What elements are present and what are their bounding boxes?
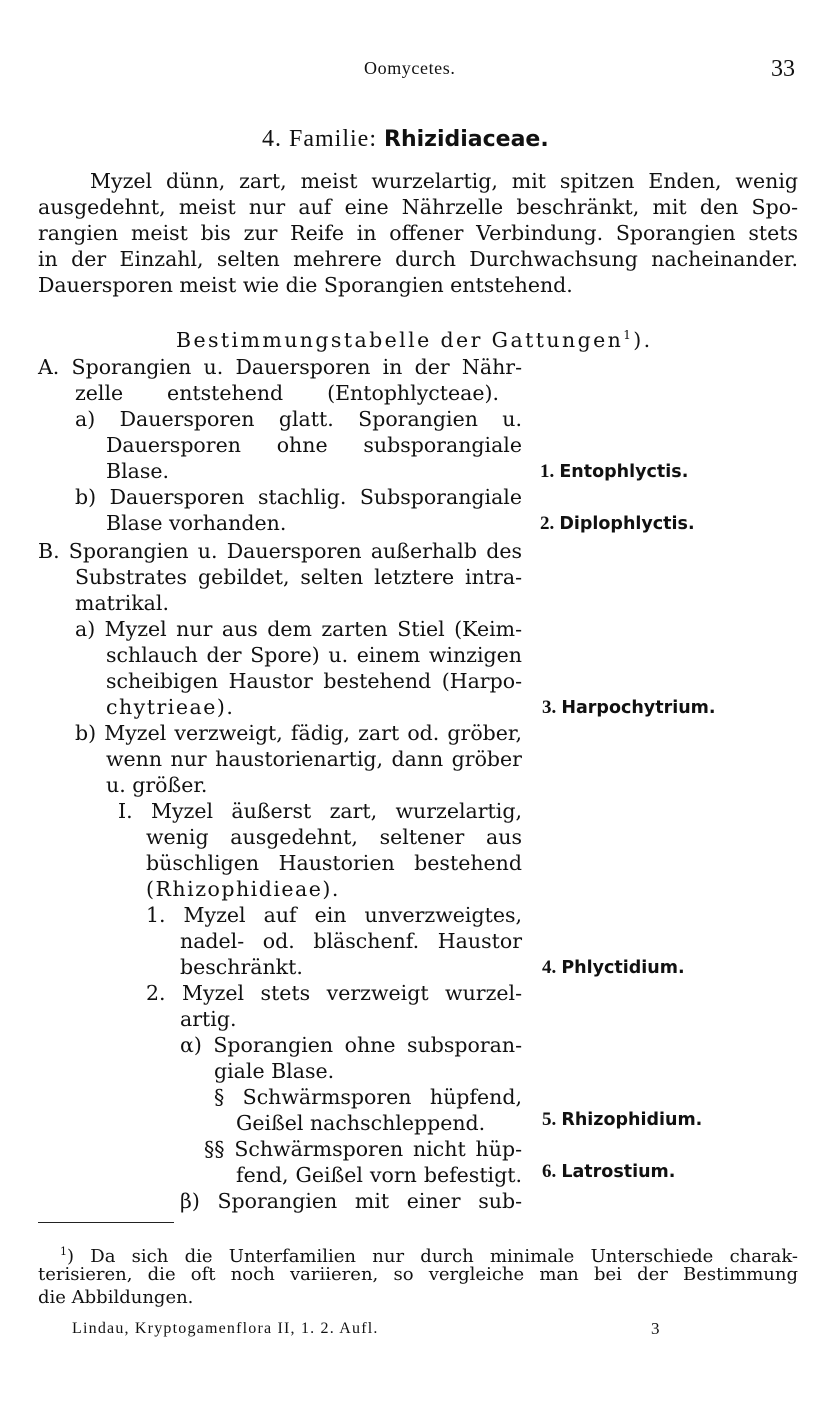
- footnote-line: terisieren, die oft noch variieren, so vergleiche man bei der Bestimmung: [38, 1264, 798, 1285]
- key-line: Blase vorhanden.: [106, 511, 287, 535]
- key-table-title: Bestimmungstabelle der Gattungen$^1$).: [176, 327, 653, 352]
- section-heading: [262, 124, 549, 153]
- key-line: chytrieae).: [106, 695, 235, 719]
- key-line: wenn nur haustorienartig, dann gröber: [106, 747, 522, 771]
- genus-name: Entophlyctis.: [559, 462, 689, 482]
- key-line: 2. Myzel stets verzweigt wurzel-: [146, 981, 522, 1005]
- key-line: fend, Geißel vorn befestigt.: [236, 1163, 522, 1187]
- genus-name: Latrostium.: [561, 1162, 676, 1182]
- genus-result: 4. Phlyctidium.: [542, 957, 685, 978]
- key-line: b) Dauersporen stachlig. Subsporangiale: [75, 485, 522, 509]
- key-line: a) Myzel nur aus dem zarten Stiel (Keim-: [75, 617, 522, 641]
- genus-name: Diplophlyctis.: [559, 514, 695, 534]
- key-line: A. Sporangien u. Dauersporen in der Nähr-: [38, 355, 522, 379]
- genus-result: 6. Latrostium.: [542, 1161, 676, 1182]
- genus-result: 1. Entophlyctis.: [540, 461, 689, 482]
- page-number: 33: [771, 56, 795, 82]
- key-line: artig.: [180, 1007, 237, 1031]
- key-line: β) Sporangien mit einer sub-: [180, 1189, 522, 1213]
- heading-family-name: Rhizidiaceae.: [384, 127, 549, 152]
- key-line: büschligen Haustorien bestehend: [146, 851, 522, 875]
- heading-prefix: 4. Familie:: [262, 126, 384, 152]
- genus-name: Phlyctidium.: [561, 958, 685, 978]
- key-line: (Rhizophidieae).: [146, 877, 340, 901]
- running-title: Oomycetes.: [364, 58, 456, 78]
- key-line: zelle entstehend (Entophlycteae).: [75, 381, 499, 405]
- signature-line: Lindau, Kryptogamenflora II, 1. 2. Aufl.: [72, 1320, 379, 1337]
- description-line: in der Einzahl, selten mehrere durch Durchwachsung nacheinander.: [38, 247, 798, 271]
- key-line: a) Dauersporen glatt. Sporangien u.: [75, 407, 522, 431]
- genus-result: 2. Diplophlyctis.: [540, 513, 695, 534]
- footnote-line: $^1$) Da sich die Unterfamilien nur durch minimale Unterschiede charak-: [60, 1245, 798, 1267]
- key-line: matrikal.: [75, 591, 169, 615]
- footnote-line: die Abbildungen.: [38, 1287, 194, 1308]
- description-line: rangien meist bis zur Reife in offener Verbindung. Sporangien stets: [38, 221, 798, 245]
- genus-result: 3. Harpochytrium.: [542, 697, 716, 718]
- footnote-rule: [38, 1222, 174, 1223]
- key-line: wenig ausgedehnt, seltener aus: [146, 825, 522, 849]
- footnote-marker: 1: [60, 1245, 67, 1258]
- genus-name: Rhizophidium.: [561, 1110, 703, 1130]
- key-line: u. größer.: [106, 773, 208, 797]
- key-line: B. Sporangien u. Dauersporen außerhalb des: [38, 539, 522, 563]
- key-line: 1. Myzel auf ein unverzweigtes,: [146, 903, 522, 927]
- key-line: Geißel nachschleppend.: [236, 1111, 486, 1135]
- footnote-ref: 1: [623, 328, 634, 342]
- key-line: scheibigen Haustor bestehend (Harpo-: [106, 669, 522, 693]
- key-line: giale Blase.: [214, 1059, 335, 1083]
- key-line: α) Sporangien ohne subsporan-: [180, 1033, 522, 1057]
- description-line: ausgedehnt, meist nur auf eine Nährzelle beschränkt, mit den Spo-: [38, 195, 798, 219]
- genus-name: Harpochytrium.: [561, 698, 716, 718]
- key-line: schlauch der Spore) u. einem winzigen: [106, 643, 522, 667]
- key-line: I. Myzel äußerst zart, wurzelartig,: [118, 799, 522, 823]
- key-line: Substrates gebildet, selten letztere intra-: [75, 565, 522, 589]
- key-line: beschränkt.: [180, 955, 303, 979]
- key-line: Blase.: [106, 459, 170, 483]
- genus-result: 5. Rhizophidium.: [542, 1109, 703, 1130]
- key-line: §§ Schwärmsporen nicht hüp-: [204, 1137, 522, 1161]
- description-line: Myzel dünn, zart, meist wurzelartig, mit spitzen Enden, wenig: [90, 169, 798, 193]
- key-line: b) Myzel verzweigt, fädig, zart od. gröber,: [75, 721, 522, 745]
- description-line: Dauersporen meist wie die Sporangien entstehend.: [38, 273, 573, 297]
- key-line: § Schwärmsporen hüpfend,: [214, 1085, 522, 1109]
- sheet-number: 3: [651, 1319, 660, 1338]
- key-line: Dauersporen ohne subsporangiale: [106, 433, 522, 457]
- key-line: nadel- od. bläschenf. Haustor: [180, 929, 522, 953]
